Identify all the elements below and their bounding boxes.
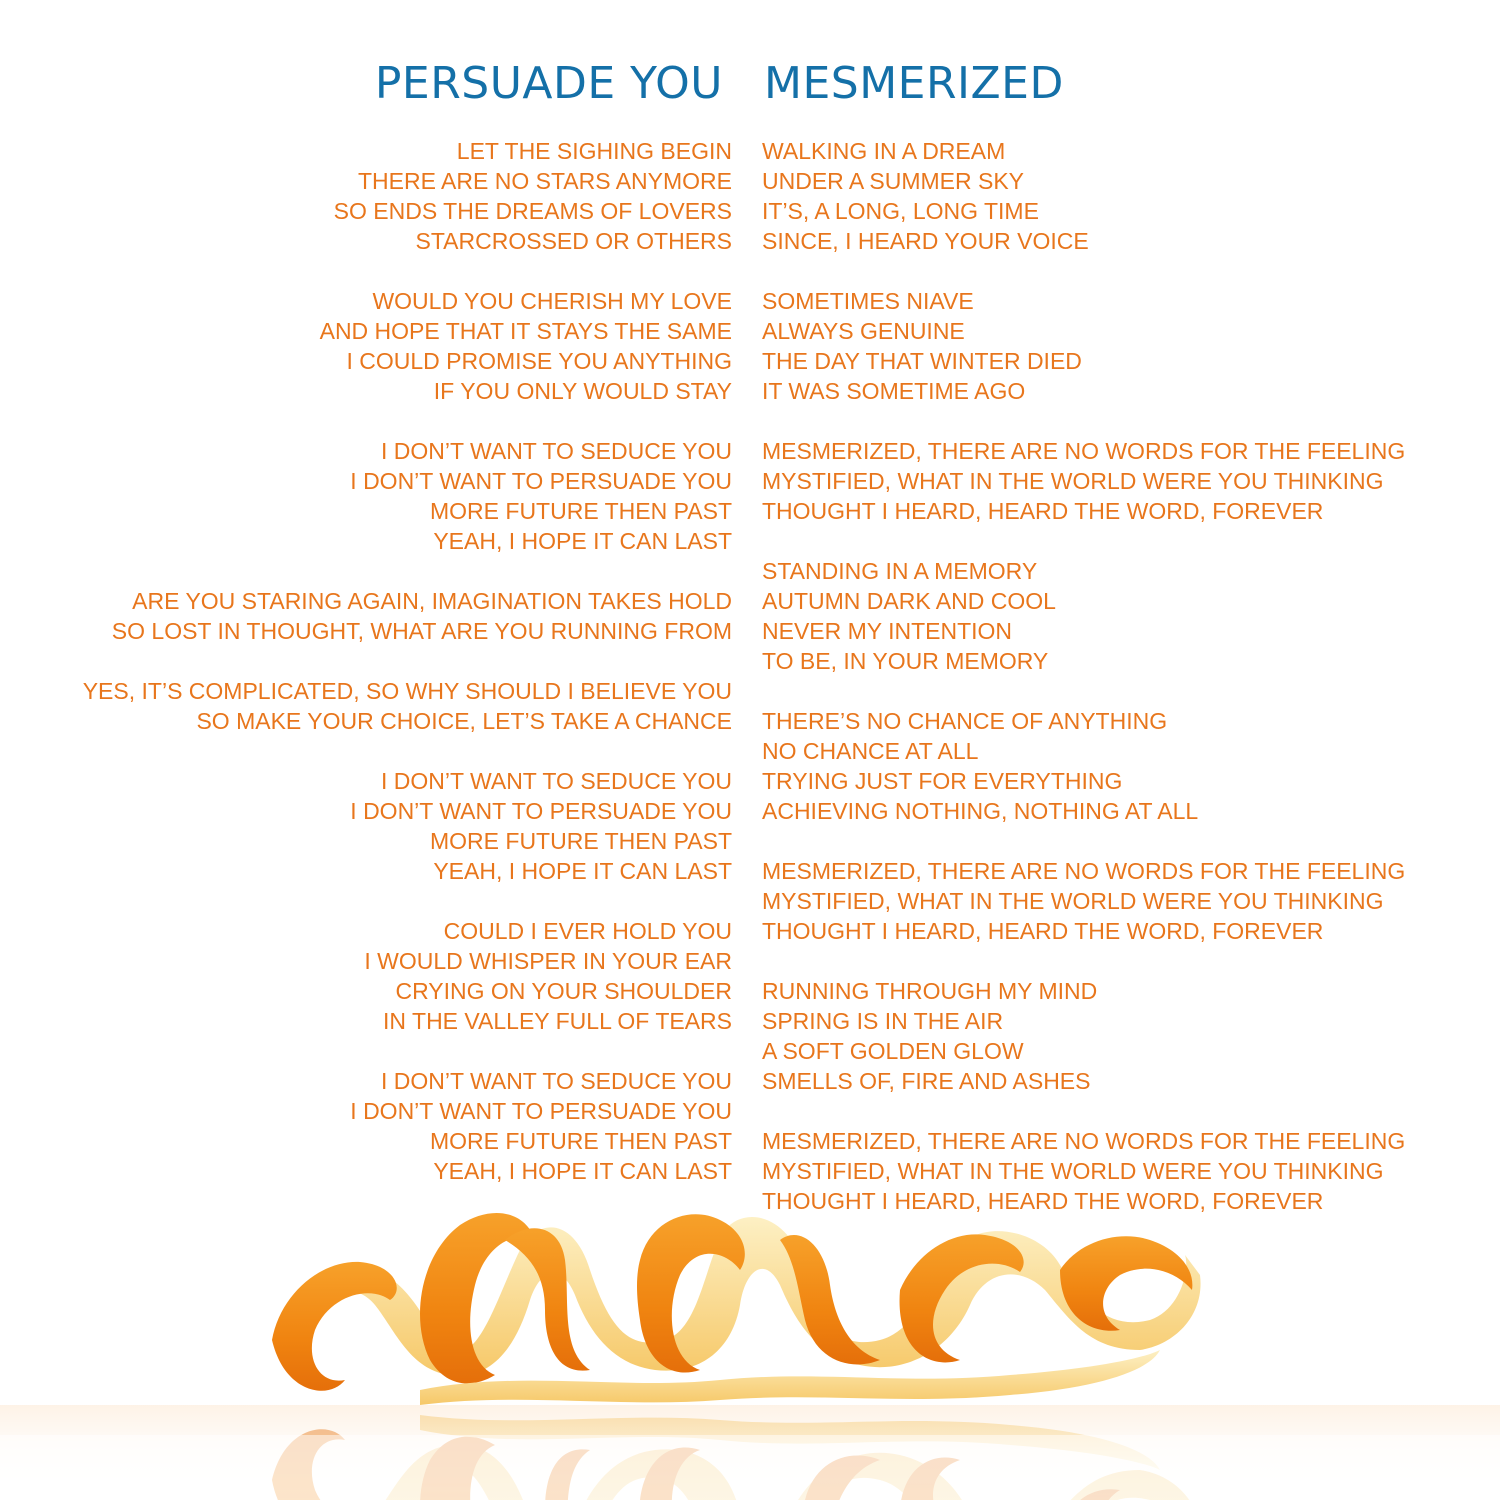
lyric-line: IN THE VALLEY FULL OF TEARS xyxy=(383,1008,732,1034)
left-song-lyrics xyxy=(83,136,732,1216)
lyric-line: MESMERIZED, THERE ARE NO WORDS FOR THE FEELING xyxy=(762,858,1406,884)
lyric-line: I DON’T WANT TO PERSUADE YOU xyxy=(350,1098,732,1124)
lyric-line: MORE FUTURE THEN PAST xyxy=(430,498,732,524)
lyric-line: SINCE, I HEARD YOUR VOICE xyxy=(762,228,1089,254)
lyric-line: YEAH, I HOPE IT CAN LAST xyxy=(433,858,732,884)
stanza xyxy=(83,1066,732,1186)
lyric-line: A SOFT GOLDEN GLOW xyxy=(762,1038,1024,1064)
lyric-line: SO MAKE YOUR CHOICE, LET’S TAKE A CHANCE xyxy=(196,708,732,734)
lyric-line: SOMETIMES NIAVE xyxy=(762,288,974,314)
lyric-line: MYSTIFIED, WHAT IN THE WORLD WERE YOU THINKING xyxy=(762,888,1384,914)
lyric-line: MYSTIFIED, WHAT IN THE WORLD WERE YOU THINKING xyxy=(762,468,1384,494)
lyric-line: THOUGHT I HEARD, HEARD THE WORD, FOREVER xyxy=(762,498,1324,524)
stanza xyxy=(83,766,732,886)
lyric-line: SPRING IS IN THE AIR xyxy=(762,1008,1004,1034)
lyric-line: YES, IT’S COMPLICATED, SO WHY SHOULD I BELIEVE YOU xyxy=(82,678,732,704)
lyric-line: IT’S, A LONG, LONG TIME xyxy=(762,198,1039,224)
stanza xyxy=(83,586,732,646)
lyric-line: STANDING IN A MEMORY xyxy=(762,558,1038,584)
stanza xyxy=(83,916,732,1036)
lyric-line: THOUGHT I HEARD, HEARD THE WORD, FOREVER xyxy=(762,1188,1324,1214)
lyric-line: SO ENDS THE DREAMS OF LOVERS xyxy=(333,198,732,224)
lyric-line: THERE ARE NO STARS ANYMORE xyxy=(357,168,732,194)
lyric-line: SMELLS OF, FIRE AND ASHES xyxy=(762,1068,1091,1094)
stanza xyxy=(762,286,1405,406)
lyric-line: MORE FUTURE THEN PAST xyxy=(430,1128,732,1154)
lyric-line: ALWAYS GENUINE xyxy=(762,318,965,344)
lyric-line: I COULD PROMISE YOU ANYTHING xyxy=(346,348,732,374)
lyric-line: TO BE, IN YOUR MEMORY xyxy=(762,648,1049,674)
stanza xyxy=(762,436,1405,526)
lyric-line: I DON’T WANT TO SEDUCE YOU xyxy=(380,768,732,794)
stanza xyxy=(83,436,732,556)
lyric-line: COULD I EVER HOLD YOU xyxy=(443,918,732,944)
lyric-line: IT WAS SOMETIME AGO xyxy=(762,378,1026,404)
lyric-line: AND HOPE THAT IT STAYS THE SAME xyxy=(319,318,732,344)
lyric-line: THOUGHT I HEARD, HEARD THE WORD, FOREVER xyxy=(762,918,1324,944)
right-song-title: MESMERIZED xyxy=(764,58,1064,109)
lyric-line: THE DAY THAT WINTER DIED xyxy=(762,348,1082,374)
lyric-line: NEVER MY INTENTION xyxy=(762,618,1013,644)
lyric-line: TRYING JUST FOR EVERYTHING xyxy=(762,768,1123,794)
lyric-line: I WOULD WHISPER IN YOUR EAR xyxy=(364,948,732,974)
lyric-line: I DON’T WANT TO SEDUCE YOU xyxy=(380,438,732,464)
stanza xyxy=(762,136,1405,256)
lyric-line: CRYING ON YOUR SHOULDER xyxy=(395,978,732,1004)
stanza xyxy=(762,976,1405,1096)
lyric-line: MYSTIFIED, WHAT IN THE WORLD WERE YOU THINKING xyxy=(762,1158,1384,1184)
lyric-line: MESMERIZED, THERE ARE NO WORDS FOR THE FEELING xyxy=(762,1128,1406,1154)
lyric-line: ACHIEVING NOTHING, NOTHING AT ALL xyxy=(762,798,1199,824)
lyric-line: WALKING IN A DREAM xyxy=(762,138,1006,164)
lyric-line: AUTUMN DARK AND COOL xyxy=(762,588,1056,614)
lyric-line: SO LOST IN THOUGHT, WHAT ARE YOU RUNNING FROM xyxy=(111,618,732,644)
lyric-line: YEAH, I HOPE IT CAN LAST xyxy=(433,1158,732,1184)
orange-peel-spiral-icon xyxy=(0,1200,1500,1500)
stanza xyxy=(83,286,732,406)
stanza xyxy=(762,856,1405,946)
stanza xyxy=(762,556,1405,676)
lyric-line: THERE’S NO CHANCE OF ANYTHING xyxy=(762,708,1168,734)
stanza xyxy=(762,706,1405,826)
lyric-line: ARE YOU STARING AGAIN, IMAGINATION TAKES HOLD xyxy=(132,588,732,614)
lyric-line: NO CHANCE AT ALL xyxy=(762,738,979,764)
stanza xyxy=(83,136,732,256)
lyric-line: WOULD YOU CHERISH MY LOVE xyxy=(372,288,732,314)
lyric-line: YEAH, I HOPE IT CAN LAST xyxy=(433,528,732,554)
lyric-line: MORE FUTURE THEN PAST xyxy=(430,828,732,854)
lyric-line: RUNNING THROUGH MY MIND xyxy=(762,978,1098,1004)
lyric-line: I DON’T WANT TO SEDUCE YOU xyxy=(380,1068,732,1094)
left-song-title: PERSUADE YOU xyxy=(374,58,723,109)
lyric-line: MESMERIZED, THERE ARE NO WORDS FOR THE FEELING xyxy=(762,438,1406,464)
lyric-line: STARCROSSED OR OTHERS xyxy=(415,228,732,254)
lyric-line: I DON’T WANT TO PERSUADE YOU xyxy=(350,468,732,494)
stanza xyxy=(83,676,732,736)
lyric-line: IF YOU ONLY WOULD STAY xyxy=(433,378,732,404)
lyric-line: I DON’T WANT TO PERSUADE YOU xyxy=(350,798,732,824)
lyric-line: LET THE SIGHING BEGIN xyxy=(456,138,732,164)
right-song-lyrics xyxy=(762,136,1405,1246)
lyric-line: UNDER A SUMMER SKY xyxy=(762,168,1024,194)
